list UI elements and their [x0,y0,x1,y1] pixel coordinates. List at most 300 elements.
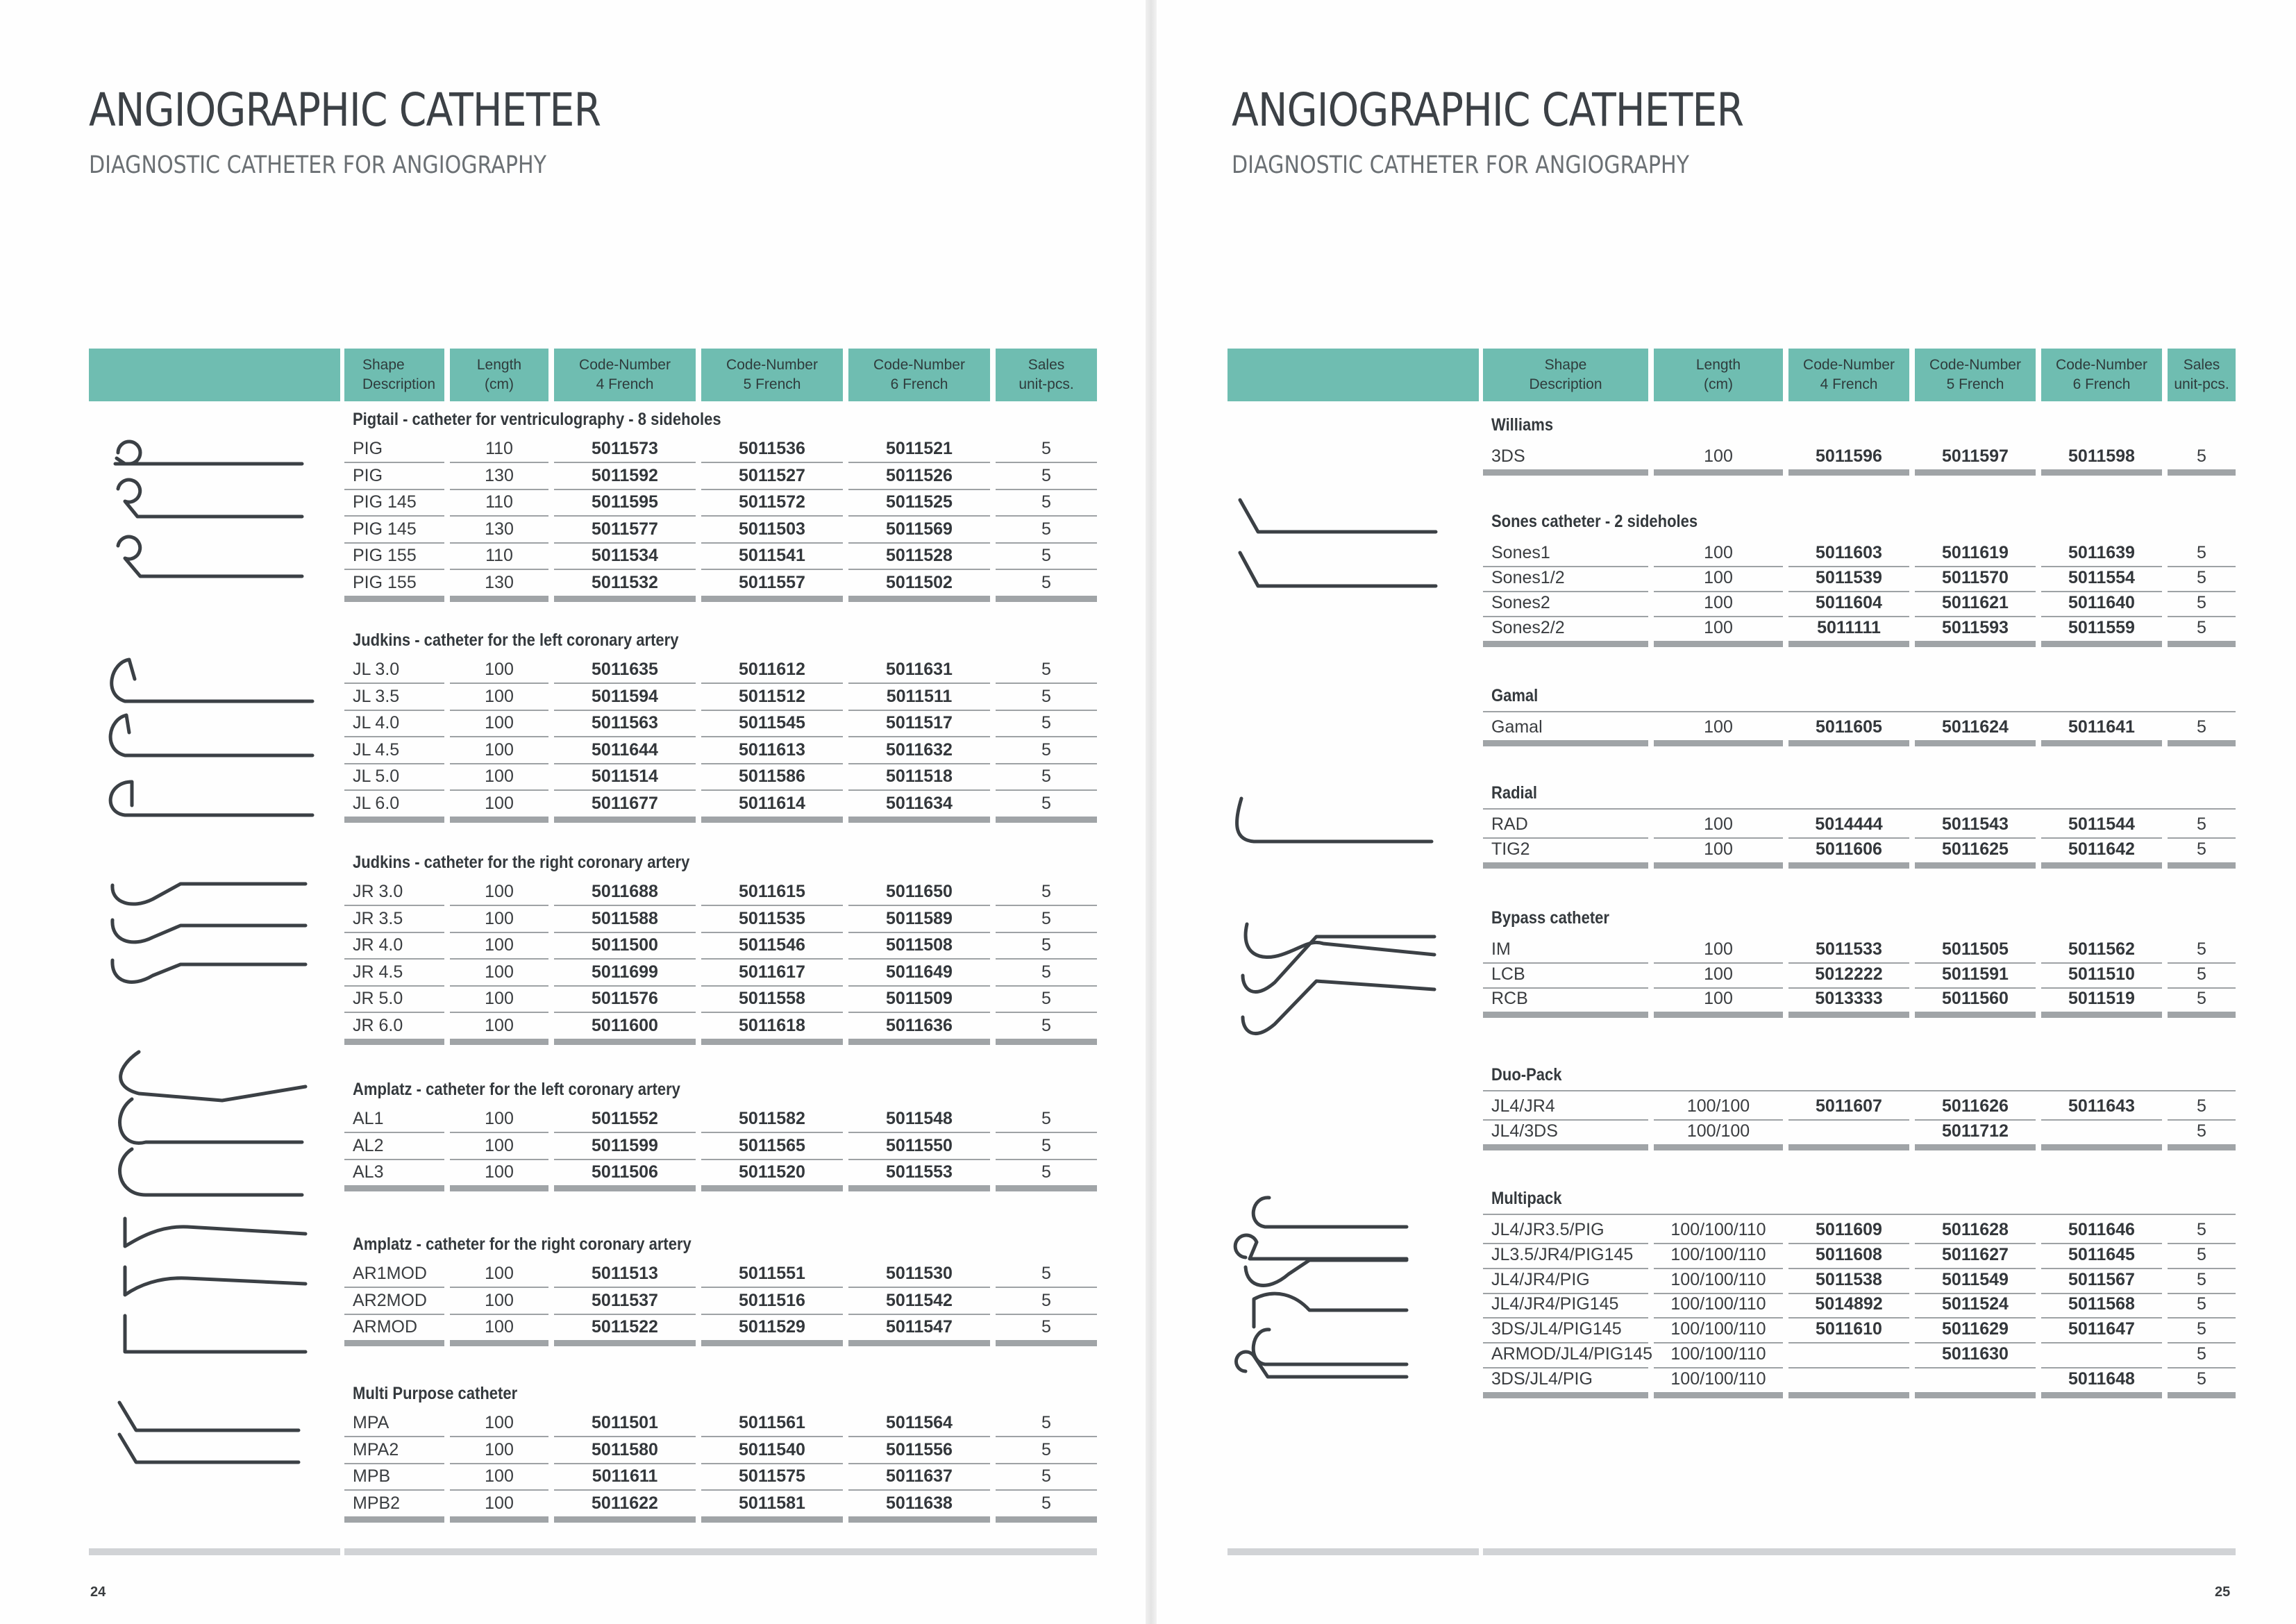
cell-shape: AL1 [353,1109,384,1128]
cell-length: 100 [485,908,514,928]
cell-code-4f: 5011622 [592,1493,658,1513]
cell-code-5f: 5011543 [1942,814,2009,834]
bypass-catheter-icon [1233,920,1441,1045]
header-shape-description [1483,349,1648,401]
cell-shape: ARMOD [353,1317,418,1337]
cell-code-5f: 5011546 [739,935,805,955]
cell-shape: TIG2 [1491,839,1530,859]
multipurpose-catheter-icon [104,1396,312,1472]
cell-sales-unit: 5 [2197,568,2206,587]
cell-code-5f: 5011549 [1942,1269,2009,1289]
cell-length: 100 [485,767,514,787]
cell-length: 110 [485,546,513,566]
cell-shape: MPA2 [353,1439,399,1459]
cell-code-4f: 5011500 [592,935,658,955]
section-end-rule [848,596,990,602]
header-code-5-french [701,349,843,401]
cell-code-6f: 5011638 [886,1493,953,1513]
section-end-rule [450,1039,548,1045]
section-end-rule [848,1039,990,1045]
header-label-line: Sales [1028,357,1065,373]
cell-sales-unit: 5 [1041,573,1051,592]
cell-length: 110 [485,439,513,458]
cell-code-6f: 5011509 [886,989,953,1009]
cell-code-4f: 5011577 [592,519,658,539]
cell-code-4f: 5011111 [1817,618,1881,637]
cell-code-6f: 5011526 [886,465,953,485]
cell-length: 100 [485,713,514,733]
cell-length: 100 [485,1162,514,1182]
header-sales-unit [2168,349,2236,401]
cell-code-6f: 5011511 [886,686,953,706]
cell-code-4f: 5011552 [592,1109,658,1128]
section-end-rule [1654,740,1783,746]
cell-shape: JL 4.5 [353,739,400,760]
cell-code-5f: 5011624 [1942,717,2009,737]
section-end-rule [848,1185,990,1191]
cell-code-5f: 5011557 [739,573,805,592]
section-end-rule [701,817,843,823]
cell-code-5f: 5011614 [739,794,805,813]
cell-length: 100/100 [1686,1096,1750,1116]
cell-length: 100 [1704,964,1733,984]
cell-length: 100 [485,1466,514,1487]
cell-length: 100 [1704,839,1733,859]
cell-code-6f: 5011562 [2068,939,2135,959]
cell-shape: JL 4.0 [353,713,400,733]
page-title: ANGIOGRAPHIC CATHETER [1232,83,1744,137]
cell-sales-unit: 5 [1041,989,1051,1009]
cell-code-6f: 5011598 [2068,446,2135,466]
section-end-rule [1654,469,1783,476]
cell-code-5f: 5011630 [1942,1344,2009,1364]
cell-shape: MPA [353,1413,389,1432]
cell-shape: PIG 155 [353,546,417,566]
cell-code-4f: 5011607 [1816,1096,1882,1116]
section-title: Radial [1491,783,1538,803]
cell-sales-unit: 5 [1041,686,1051,706]
cell-code-6f [2041,1118,2162,1144]
cell-code-4f: 5011501 [592,1413,658,1432]
cell-code-4f: 5011608 [1816,1244,1882,1264]
cell-code-6f: 5011550 [886,1135,953,1155]
header-label-line: Code-Number [1929,357,2021,373]
cell-sales-unit: 5 [2197,964,2206,984]
header-label-line: (cm) [485,376,514,392]
cell-code-5f: 5011524 [1942,1294,2009,1314]
header-label-line: 5 French [743,376,801,392]
right-page [1157,0,2296,1624]
cell-code-5f: 5011582 [739,1109,805,1128]
cell-code-6f: 5011554 [2068,568,2135,587]
cell-code-4f: 5011677 [592,794,658,813]
section-end-rule [554,817,696,823]
cell-code-5f: 5011581 [739,1493,805,1513]
cell-code-6f: 5011632 [886,739,953,760]
footer-bar [344,1548,1097,1555]
section-end-rule [1788,1012,1909,1018]
cell-length: 100/100/110 [1670,1294,1766,1314]
cell-sales-unit: 5 [2197,1269,2206,1289]
cell-sales-unit: 5 [1041,492,1051,512]
cell-code-4f: 5011635 [592,660,658,679]
header-label-line: 4 French [1820,376,1878,392]
section-end-rule [996,596,1097,602]
cell-length: 100/100/110 [1670,1319,1766,1339]
cell-shape: PIG [353,465,383,485]
cell-code-4f: 5011533 [1816,939,1882,959]
cell-code-6f: 5011645 [2068,1244,2135,1264]
cell-length: 100 [485,935,514,955]
cell-code-4f: 5011514 [592,767,658,787]
cell-code-5f: 5011613 [739,739,805,760]
cell-sales-unit: 5 [1041,1466,1051,1487]
cell-code-4f: 5014444 [1815,814,1883,834]
section-title: Multi Purpose catheter [353,1384,518,1403]
cell-length: 100 [1704,618,1733,637]
cell-shape: JL4/3DS [1491,1121,1558,1141]
cell-shape: PIG [353,439,383,458]
cell-code-4f: 5011605 [1816,717,1882,737]
cell-code-4f: 5011688 [592,882,658,901]
section-title: Judkins - catheter for the right coronary artery [353,853,690,872]
section-end-rule [996,1039,1097,1045]
cell-sales-unit: 5 [1041,794,1051,813]
cell-sales-unit: 5 [2197,1294,2206,1314]
cell-sales-unit: 5 [2197,839,2206,859]
cell-shape: 3DS [1491,446,1525,466]
multipack-catheter-icon [1233,1191,1455,1385]
section-top-rule [1483,711,2236,712]
header-label-line: unit-pcs. [1019,376,1074,392]
cell-code-6f: 5011650 [886,882,953,901]
footer-bar [89,1548,340,1555]
judkins-left-catheter-icon [104,653,312,819]
header-label-line: 5 French [1946,376,2004,392]
cell-code-6f: 5011637 [886,1466,953,1487]
cell-code-5f: 5011586 [739,767,805,787]
cell-shape: AR1MOD [353,1264,427,1283]
cell-code-4f: 5011599 [592,1135,658,1155]
header-blank-cell [89,349,340,401]
header-label-line: 4 French [596,376,654,392]
section-end-rule [996,1185,1097,1191]
cell-code-6f: 5011510 [2068,964,2135,984]
cell-sales-unit: 5 [1041,1109,1051,1128]
cell-sales-unit: 5 [2197,989,2206,1008]
cell-shape: JL3.5/JR4/PIG145 [1491,1244,1634,1264]
cell-shape: JR 5.0 [353,989,403,1009]
cell-length: 110 [485,492,513,512]
cell-shape: MPB2 [353,1493,401,1513]
section-end-rule [554,1185,696,1191]
cell-code-4f: 5012222 [1815,964,1883,984]
cell-code-4f: 5011534 [592,546,658,566]
cell-sales-unit: 5 [1041,908,1051,928]
cell-sales-unit: 5 [2197,717,2206,737]
cell-sales-unit: 5 [2197,1096,2206,1116]
header-label-line: Length [476,357,522,373]
cell-code-4f: 5011644 [592,739,658,760]
header-code-5-french [1915,349,2036,401]
section-end-rule [554,1340,696,1346]
cell-code-6f: 5011518 [886,767,953,787]
cell-code-4f: 5011537 [592,1290,658,1310]
cell-code-6f: 5011556 [886,1439,953,1459]
cell-sales-unit: 5 [1041,1439,1051,1459]
cell-sales-unit: 5 [1041,1493,1051,1513]
section-end-rule [701,1185,843,1191]
cell-code-4f: 5011595 [592,492,658,512]
cell-shape: JR 4.5 [353,962,403,982]
cell-sales-unit: 5 [1041,546,1051,566]
cell-code-5f: 5011516 [739,1290,805,1310]
cell-sales-unit: 5 [1041,1162,1051,1182]
cell-shape: AR2MOD [353,1290,427,1310]
section-end-rule [450,1185,548,1191]
header-label-line: Length [1695,357,1741,373]
cell-length: 100 [485,1439,514,1459]
cell-shape: JL 3.5 [353,686,400,706]
section-end-rule [2041,469,2162,476]
header-label-line: unit-pcs. [2174,376,2229,392]
section-end-rule [344,1340,444,1346]
cell-code-4f: 5011594 [592,686,658,706]
section-end-rule [1915,469,2036,476]
cell-sales-unit: 5 [1041,1413,1051,1432]
cell-length: 100 [1704,543,1733,562]
cell-code-6f: 5011517 [886,713,953,733]
section-end-rule [2168,862,2236,869]
cell-code-5f: 5011540 [739,1439,805,1459]
page-number: 24 [90,1584,106,1600]
cell-code-4f: 5011576 [592,989,658,1009]
section-end-rule [344,817,444,823]
cell-code-6f: 5011530 [886,1264,953,1283]
left-page [0,0,1146,1624]
cell-shape: Sones2 [1491,593,1550,612]
cell-shape: JR 6.0 [353,1016,403,1035]
cell-code-4f: 5011580 [592,1439,658,1459]
cell-code-5f: 5011551 [739,1264,805,1283]
cell-code-5f: 5011626 [1942,1096,2009,1116]
cell-code-6f [2041,1341,2162,1367]
cell-sales-unit: 5 [2197,1344,2206,1364]
cell-code-6f: 5011548 [886,1109,953,1128]
cell-code-5f: 5011505 [1942,939,2009,959]
cell-shape: JR 3.0 [353,882,403,901]
section-title: Williams [1491,415,1554,435]
cell-code-6f: 5011640 [2068,593,2135,612]
cell-code-5f: 5011535 [739,908,805,928]
cell-length: 100 [485,1413,514,1432]
cell-shape: LCB [1491,964,1525,984]
header-label-line: Code-Number [726,357,818,373]
cell-shape: Sones1/2 [1491,568,1565,587]
cell-shape: JR 4.0 [353,935,403,955]
cell-code-6f: 5011542 [886,1290,953,1310]
section-end-rule [554,1516,696,1523]
header-code-4-french [1788,349,1909,401]
cell-code-5f: 5011570 [1942,568,2009,587]
cell-code-6f: 5011547 [886,1317,953,1337]
cell-sales-unit: 5 [1041,1290,1051,1310]
cell-code-6f: 5011568 [2068,1294,2135,1314]
section-title: Multipack [1491,1189,1562,1208]
cell-code-5f: 5011545 [739,713,805,733]
cell-length: 100 [485,882,514,901]
cell-code-6f: 5011646 [2068,1220,2135,1239]
cell-code-4f: 5011532 [592,573,658,592]
page-gutter [1146,0,1157,1624]
cell-length: 130 [485,519,514,539]
section-end-rule [1654,641,1783,647]
cell-shape: AL3 [353,1162,384,1182]
cell-shape: JL 6.0 [353,794,400,813]
cell-code-4f: 5011600 [592,1016,658,1035]
section-end-rule [450,817,548,823]
amplatz-left-catheter-icon [104,1045,312,1198]
section-end-rule [1915,641,2036,647]
cell-shape: 3DS/JL4/PIG [1491,1368,1593,1389]
section-end-rule [701,1340,843,1346]
cell-sales-unit: 5 [1041,465,1051,485]
page-title: ANGIOGRAPHIC CATHETER [89,83,601,137]
cell-code-6f: 5011519 [2068,989,2135,1008]
section-end-rule [2041,1392,2162,1398]
cell-sales-unit: 5 [2197,593,2206,612]
cell-sales-unit: 5 [1041,1016,1051,1035]
cell-sales-unit: 5 [1041,519,1051,539]
page-subtitle: DIAGNOSTIC CATHETER FOR ANGIOGRAPHY [89,151,547,179]
header-label-line: 6 French [890,376,948,392]
cell-length: 100 [1704,717,1733,737]
cell-code-4f [1788,1118,1909,1144]
section-end-rule [450,596,548,602]
cell-shape: Sones1 [1491,543,1550,562]
cell-code-6f: 5011564 [886,1413,953,1432]
cell-code-6f: 5011634 [886,794,953,813]
cell-shape: Gamal [1491,717,1543,737]
header-label-line: Shape [362,357,405,373]
cell-code-5f: 5011541 [739,546,805,566]
cell-code-5f: 5011536 [739,439,805,458]
cell-code-6f: 5011641 [2068,717,2135,737]
section-end-rule [1483,1012,1648,1018]
section-end-rule [344,1516,444,1523]
judkins-right-catheter-icon [104,871,312,996]
cell-sales-unit: 5 [2197,1319,2206,1339]
section-end-rule [2041,1144,2162,1150]
cell-sales-unit: 5 [1041,1135,1051,1155]
cell-code-4f: 5011610 [1816,1319,1882,1339]
cell-shape: JR 3.5 [353,908,403,928]
cell-code-6f: 5011648 [2068,1368,2135,1389]
cell-code-6f: 5011528 [886,546,953,566]
cell-sales-unit: 5 [1041,935,1051,955]
section-end-rule [344,1185,444,1191]
cell-sales-unit: 5 [2197,1368,2206,1389]
cell-sales-unit: 5 [1041,1317,1051,1337]
section-end-rule [1915,1392,2036,1398]
cell-code-5f: 5011560 [1942,989,2009,1008]
cell-length: 100 [485,660,514,679]
cell-length: 100/100/110 [1670,1220,1766,1239]
cell-code-5f: 5011627 [1942,1244,2009,1264]
cell-shape: JL4/JR4 [1491,1096,1555,1116]
cell-code-5f: 5011615 [739,882,805,901]
cell-code-4f: 5011522 [592,1317,658,1337]
cell-shape: JL 3.0 [353,660,400,679]
cell-code-5f: 5011618 [739,1016,805,1035]
section-end-rule [848,1516,990,1523]
header-label-line: (cm) [1704,376,1733,392]
section-end-rule [554,1039,696,1045]
cell-shape: JL 5.0 [353,767,400,787]
cell-code-6f: 5011521 [886,439,953,458]
cell-length: 100 [485,989,514,1009]
section-end-rule [554,596,696,602]
cell-code-6f: 5011553 [886,1162,953,1182]
cell-shape: 3DS/JL4/PIG145 [1491,1319,1622,1339]
section-end-rule [2168,1392,2236,1398]
cell-code-6f: 5011589 [886,908,953,928]
cell-code-4f: 5011513 [592,1264,658,1283]
section-title: Duo-Pack [1491,1065,1562,1085]
pigtail-catheter-icon [104,430,312,597]
section-end-rule [996,817,1097,823]
section-end-rule [1788,1392,1909,1398]
cell-length: 100/100/110 [1670,1244,1766,1264]
cell-sales-unit: 5 [1041,882,1051,901]
header-shape-description [344,349,444,401]
section-end-rule [996,1340,1097,1346]
section-end-rule [1654,1144,1783,1150]
cell-length: 100 [485,962,514,982]
section-end-rule [1483,740,1648,746]
cell-length: 130 [485,465,514,485]
cell-sales-unit: 5 [1041,660,1051,679]
cell-shape: RCB [1491,989,1528,1008]
cell-shape: IM [1491,939,1511,959]
cell-code-5f: 5011503 [739,519,805,539]
header-label-line: Description [362,376,436,392]
section-end-rule [1654,1392,1783,1398]
cell-code-4f: 5011604 [1816,593,1882,612]
header-label-line: Code-Number [873,357,965,373]
section-title: Pigtail - catheter for ventriculography - 8 sideholes [353,410,721,429]
sones-catheter-icon [1233,500,1441,611]
section-end-rule [1788,469,1909,476]
cell-code-5f: 5011527 [739,465,805,485]
cell-code-4f: 5011539 [1816,568,1882,587]
header-label-line: Shape [1544,357,1587,373]
section-end-rule [1654,862,1783,869]
header-label-line: Sales [2183,357,2220,373]
cell-code-6f: 5011643 [2068,1096,2135,1116]
section-end-rule [848,1340,990,1346]
section-title: Sones catheter - 2 sideholes [1491,512,1698,531]
cell-sales-unit: 5 [2197,1220,2206,1239]
header-blank-cell [1227,349,1479,401]
section-end-rule [1483,1144,1648,1150]
section-end-rule [2168,1012,2236,1018]
header-label-line: 6 French [2072,376,2131,392]
cell-shape: PIG 155 [353,573,417,592]
section-end-rule [2168,469,2236,476]
section-end-rule [344,596,444,602]
cell-code-4f: 5011609 [1816,1220,1882,1239]
